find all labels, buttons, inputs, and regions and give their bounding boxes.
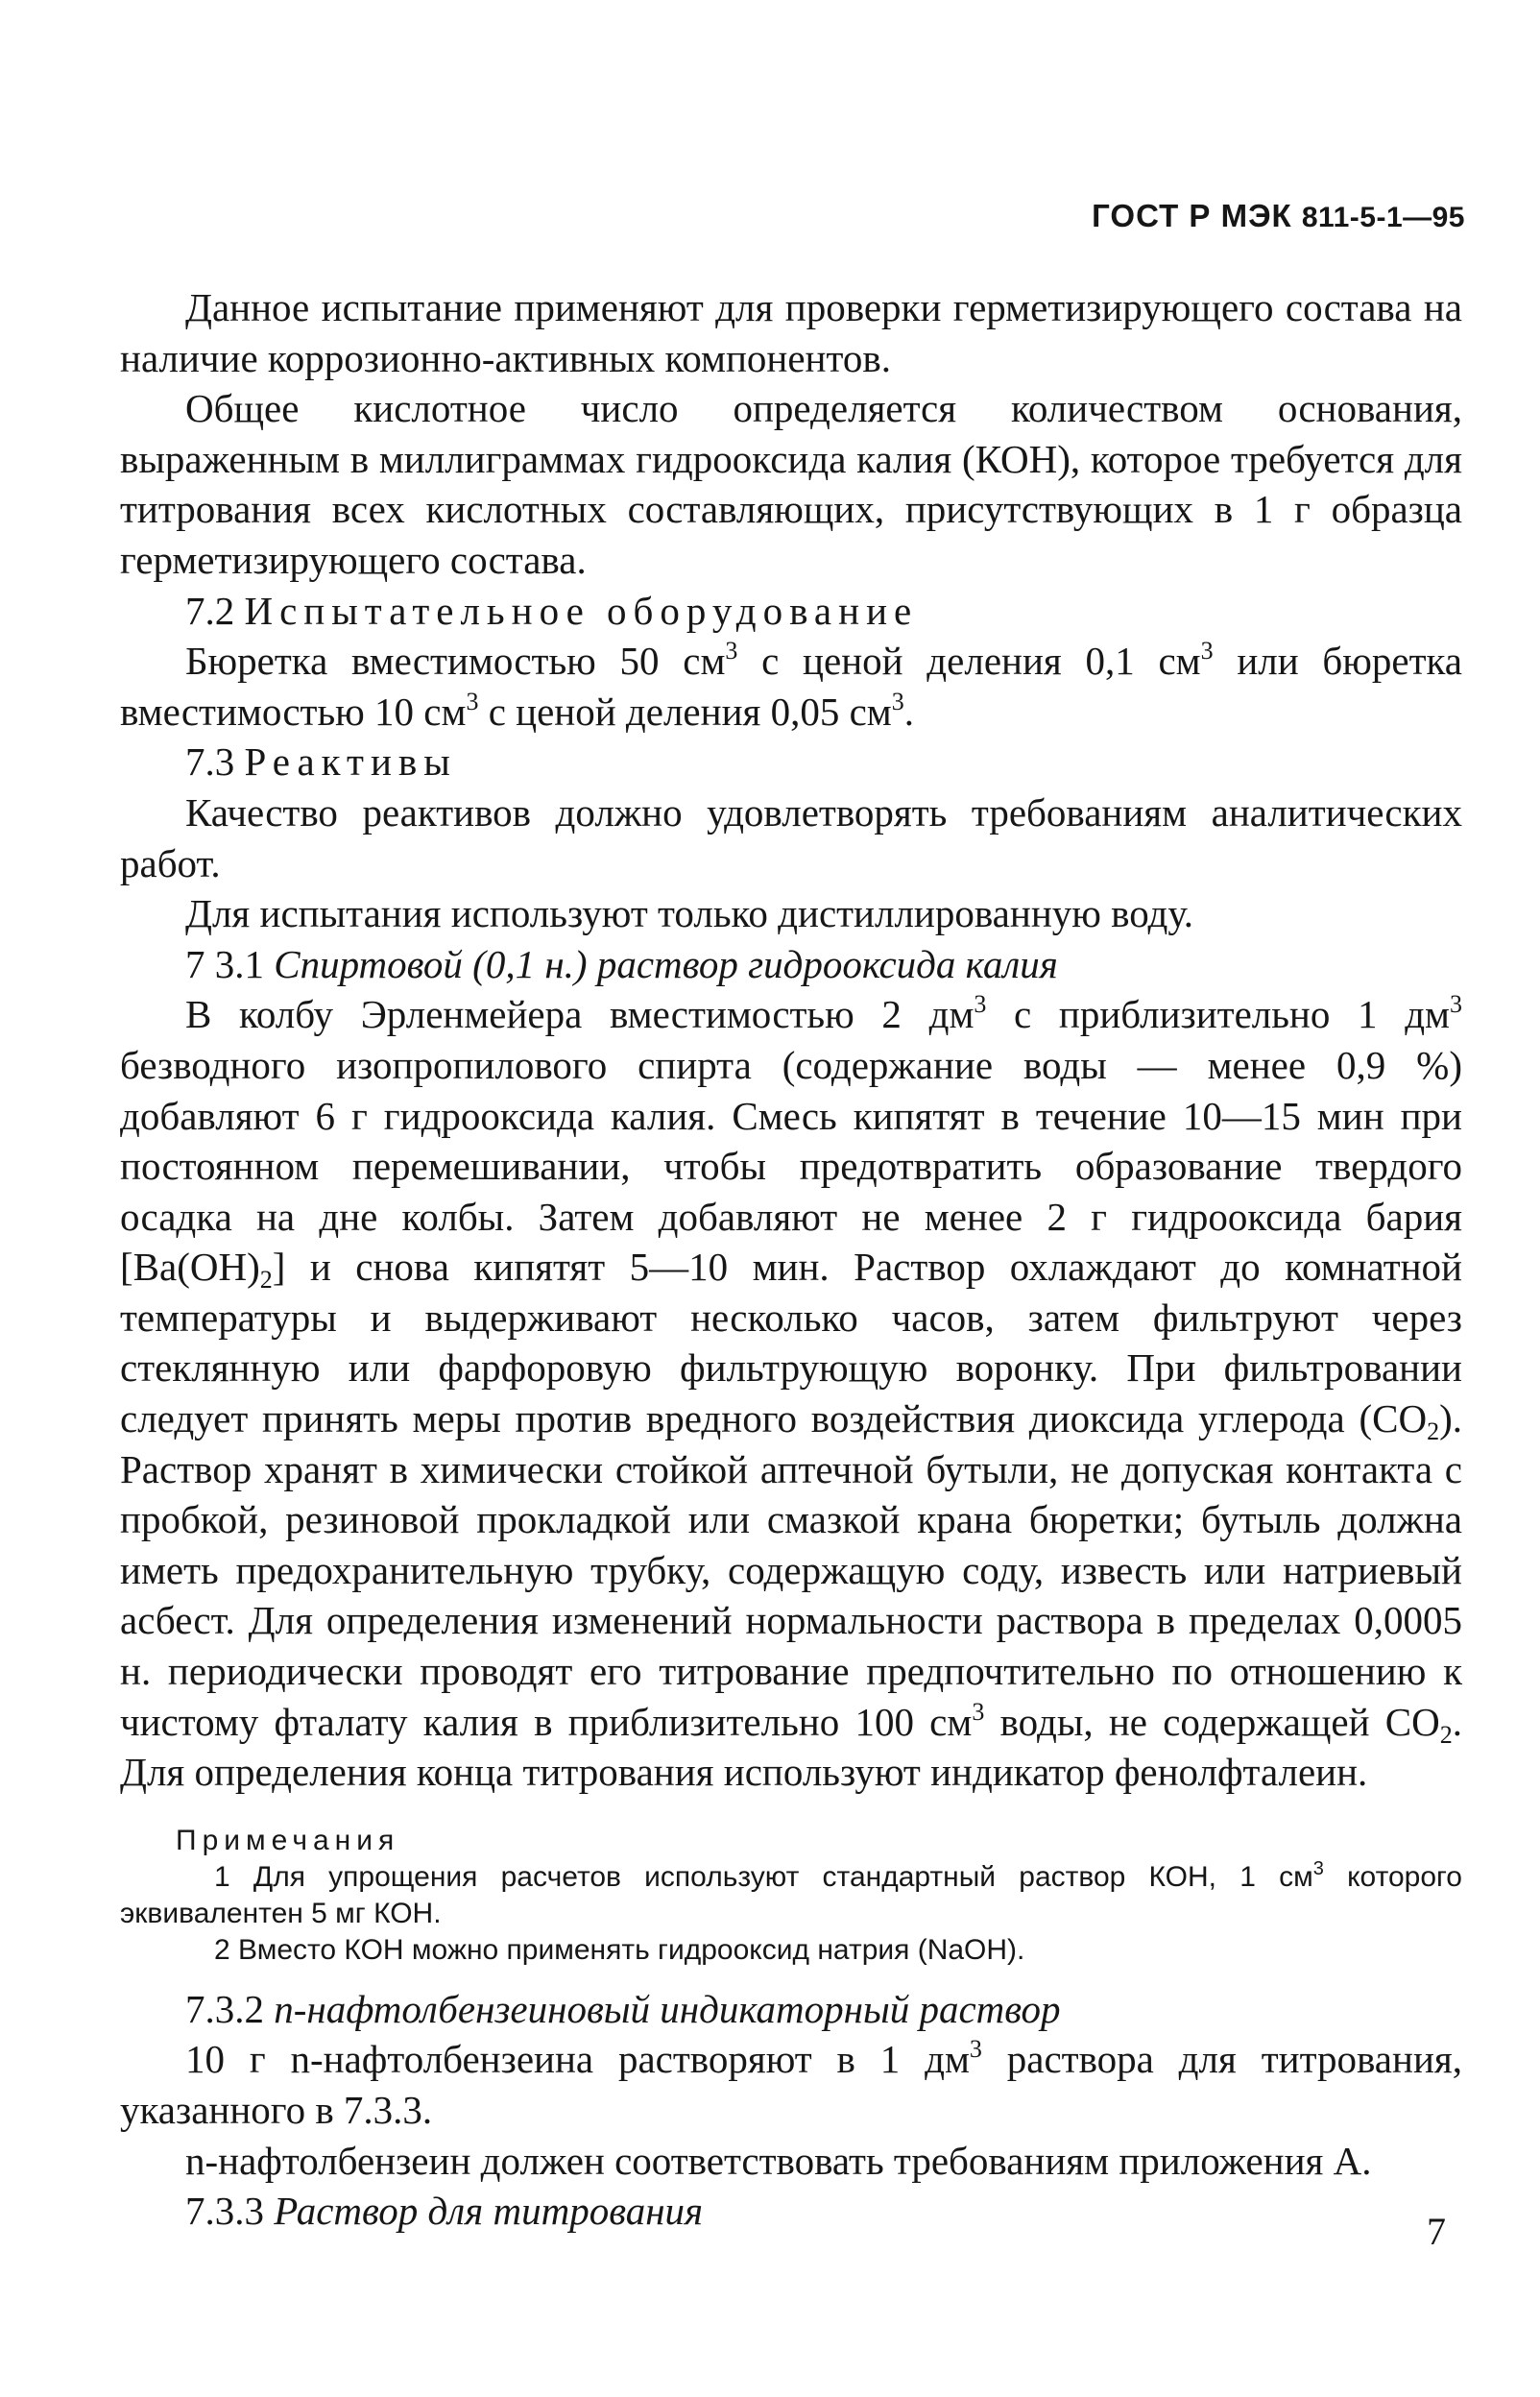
paragraph: Для испытания используют только дистиллированную воду. (185, 891, 1194, 936)
text-run: 10 г n-нафтолбензеина растворяют в 1 дм (185, 2037, 970, 2082)
text-run: безводного изопропилового спирта (содержание воды — менее 0,9 %) добавляют 6 г гидрооксида калия. Смесь кипятят в течение 10—15 мин при постоянном перемешивании, чтобы предотвратить образование твердого осадка на дне колбы. Затем добавляют не менее 2 г гидрооксида бария [Ва(ОН) (120, 1042, 1462, 1290)
superscript: 3 (1312, 1857, 1324, 1879)
text-run: Бюретка вместимостью 50 см (185, 639, 726, 684)
superscript: 3 (1450, 990, 1462, 1019)
subscript: 2 (259, 1266, 273, 1295)
section-number: 7.2 (185, 588, 235, 633)
note-item: 2 Вместо КОН можно применять гидрооксид натрия (NaOH). (214, 1933, 1025, 1966)
standard-number: 811-5-1—95 (1301, 202, 1465, 233)
section-title: n-нафтолбензеиновый индикаторный раствор (274, 1986, 1061, 2031)
superscript: 3 (725, 637, 738, 666)
text-run: раствора для титрования, указанного в 7.3.3. (120, 2037, 1462, 2132)
page-number: 7 (1427, 2210, 1446, 2253)
section-number: 7 3.1 (185, 941, 264, 986)
superscript: 3 (891, 687, 904, 715)
note-item (120, 1859, 1462, 1932)
page-header (1092, 198, 1465, 234)
section-title: Раствор для титрования (274, 2189, 704, 2234)
text-run: с ценой деления 0,1 см (737, 639, 1201, 684)
section-title: Реактивы (244, 739, 457, 785)
paragraph (120, 2034, 1462, 2135)
section-number: 7.3 (185, 739, 235, 785)
section-number: 7.3.3 (185, 2189, 264, 2234)
text-run: или бюретка вместимостью 10 см (120, 639, 1463, 734)
standard-code: ГОСТ Р МЭК (1092, 198, 1292, 233)
text-run: ] и снова кипятят 5—10 мин. Раствор охлаждают до комнатной температуры и выдерживают несколько часов, затем фильтруют через стеклянную или фарфоровую фильтрующую воронку. При фильтровании следует принять меры против вредного воздействия диоксида углерода (СО (120, 1245, 1462, 1441)
section-heading-7-3-3 (120, 2186, 1462, 2237)
paragraph: n-нафтолбензеин должен соответствовать требованиям приложения А. (185, 2138, 1372, 2183)
paragraph: Общее кислотное число определяется количеством основания, выраженным в миллиграммах гидрооксида калия (КОН), которое требуется для титрования всех кислотных составляющих, присутствующих в 1 г образца герметизирующего состава. (120, 386, 1462, 582)
text-run: 1 Для упрощения расчетов используют стандартный раствор КОН, 1 см (214, 1860, 1313, 1893)
superscript: 3 (1200, 637, 1214, 666)
paragraph: Данное испытание применяют для проверки герметизирующего состава на наличие коррозионно-активных компонентов. (120, 285, 1462, 380)
superscript: 3 (969, 2035, 982, 2064)
subscript: 2 (1427, 1417, 1440, 1446)
superscript: 3 (974, 990, 987, 1019)
section-heading-7-3-1 (120, 939, 1462, 990)
subscript: 2 (1439, 1720, 1453, 1749)
text-run: . Для определения конца титрования используют индикатор фенолфталеин. (120, 1699, 1462, 1795)
text-run: с ценой деления 0,05 см (478, 689, 892, 734)
section-title: Спиртовой (0,1 н.) раствор гидрооксида калия (274, 941, 1058, 986)
section-number: 7.3.2 (185, 1986, 264, 2031)
paragraph: Качество реактивов должно удовлетворять требованиям аналитических работ. (120, 789, 1462, 885)
superscript: 3 (466, 687, 479, 715)
section-heading-7-3 (120, 737, 1462, 787)
section-heading-7-2 (120, 586, 1462, 637)
text-run: ). Раствор хранят в химически стойкой аптечной бутыли, не допуская контакта с пробкой, резиновой прокладкой или смазкой крана бюретки; бутыль должна иметь предохранительную трубку, содержащую соду, известь или натриевый асбест. Для определения изменений нормальности раствора в пределах 0,0005 н. периодически проводят его титрование предпочтительно по отношению к чистому фталату калия в приблизительно 100 см (120, 1396, 1462, 1744)
paragraph (120, 636, 1462, 737)
text-run: которого эквивалентен 5 мг КОН. (120, 1860, 1462, 1929)
document-body (120, 282, 1462, 2237)
text-run: с приблизительно 1 дм (986, 992, 1450, 1037)
text-run: воды, не содержащей СО (984, 1699, 1440, 1744)
text-run: В колбу Эрленмейера вместимостью 2 дм (185, 992, 975, 1037)
section-heading-7-3-2 (120, 1984, 1462, 2035)
notes-title: Примечания (176, 1824, 400, 1856)
superscript: 3 (972, 1697, 985, 1726)
text-run: . (903, 689, 915, 734)
section-title: Испытательное оборудование (244, 588, 919, 633)
notes-block (120, 1823, 1462, 1969)
paragraph (120, 989, 1462, 1798)
